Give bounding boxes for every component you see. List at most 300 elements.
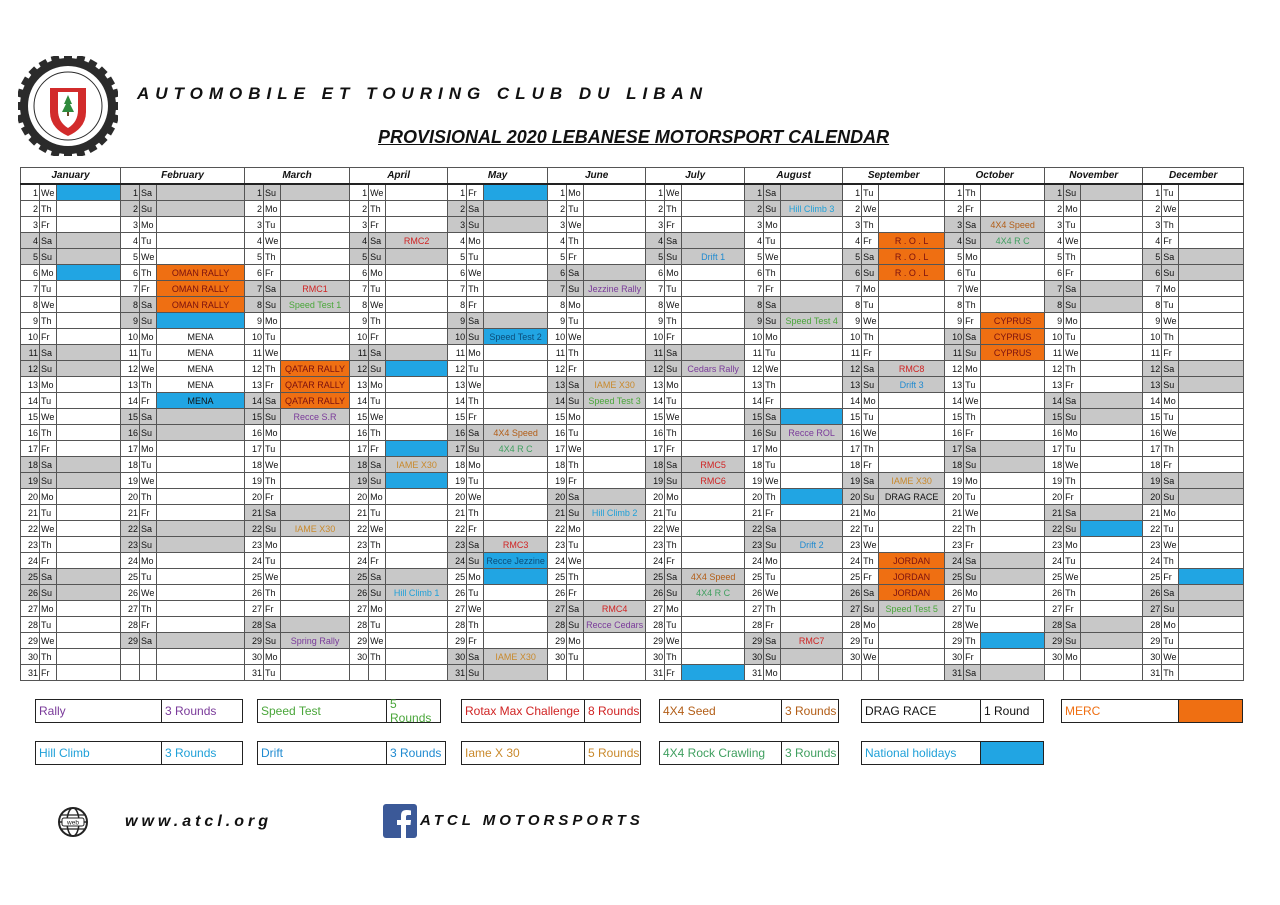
legend-item-drift xyxy=(257,741,446,765)
day-weekday: Th xyxy=(40,425,57,441)
day-event xyxy=(781,489,843,505)
day-weekday: Th xyxy=(467,393,484,409)
day-weekday: Sa xyxy=(764,184,781,201)
day-number: 26 xyxy=(1045,585,1064,601)
day-event xyxy=(386,393,448,409)
day-number: 12 xyxy=(350,361,369,377)
day-number: 29 xyxy=(21,633,40,649)
day-number: 23 xyxy=(745,537,764,553)
legend-name: Hill Climb xyxy=(36,742,162,764)
day-number: 19 xyxy=(646,473,665,489)
legend-rounds: 3 Rounds xyxy=(785,746,837,760)
day-number: 2 xyxy=(448,201,467,217)
day-event xyxy=(57,377,121,393)
day-weekday: Sa xyxy=(369,233,386,249)
legend-name: Rally xyxy=(36,700,162,722)
day-weekday: Fr xyxy=(764,505,781,521)
day-number: 22 xyxy=(245,521,264,537)
day-number: 2 xyxy=(745,201,764,217)
day-event xyxy=(484,265,548,281)
day-number: 30 xyxy=(945,649,964,665)
day-number: 21 xyxy=(843,505,862,521)
day-event xyxy=(1179,217,1244,233)
event-rotax: RMC2 xyxy=(386,233,448,249)
day-number: 4 xyxy=(745,233,764,249)
day-event xyxy=(157,633,245,649)
day-number: 20 xyxy=(245,489,264,505)
day-event xyxy=(781,297,843,313)
day-number: 14 xyxy=(548,393,567,409)
day-event xyxy=(781,345,843,361)
day-number: 12 xyxy=(1045,361,1064,377)
day-number: 23 xyxy=(548,537,567,553)
day-weekday: Tu xyxy=(369,505,386,521)
calendar-row xyxy=(21,649,1244,665)
day-event xyxy=(484,409,548,425)
event-drift: Drift 3 xyxy=(879,377,945,393)
day-weekday: Fr xyxy=(369,217,386,233)
day-number: 13 xyxy=(843,377,862,393)
day-number: 10 xyxy=(448,329,467,345)
day-number: 11 xyxy=(21,345,40,361)
day-weekday: Fr xyxy=(1064,265,1081,281)
day-number: 24 xyxy=(121,553,140,569)
day-event xyxy=(682,184,745,201)
day-number: 25 xyxy=(548,569,567,585)
event-merc: QATAR RALLY xyxy=(281,361,350,377)
day-event xyxy=(157,617,245,633)
day-event xyxy=(1081,425,1143,441)
day-weekday: Fr xyxy=(1162,345,1179,361)
day-event xyxy=(57,184,121,201)
day-event xyxy=(57,297,121,313)
day-weekday: We xyxy=(1162,201,1179,217)
day-number: 1 xyxy=(1143,184,1162,201)
day-event xyxy=(981,361,1045,377)
calendar-row xyxy=(21,201,1244,217)
day-weekday: Sa xyxy=(369,457,386,473)
event-seed: 4X4 Speed xyxy=(682,569,745,585)
day-weekday: Mo xyxy=(264,537,281,553)
day-weekday: Sa xyxy=(764,633,781,649)
day-weekday: Mo xyxy=(1064,537,1081,553)
day-number: 21 xyxy=(350,505,369,521)
day-weekday: Th xyxy=(567,569,584,585)
day-number: 14 xyxy=(1045,393,1064,409)
event-iame: IAME X30 xyxy=(584,377,646,393)
day-weekday: We xyxy=(764,473,781,489)
day-event xyxy=(386,297,448,313)
day-number: 13 xyxy=(548,377,567,393)
day-event xyxy=(386,601,448,617)
day-event xyxy=(281,489,350,505)
event-rally: Recce Cedars xyxy=(584,617,646,633)
day-number: 18 xyxy=(350,457,369,473)
day-event xyxy=(584,521,646,537)
event-black: MENA xyxy=(157,345,245,361)
day-weekday xyxy=(567,665,584,681)
day-event xyxy=(57,329,121,345)
day-weekday: Mo xyxy=(264,649,281,665)
day-event xyxy=(1081,569,1143,585)
day-weekday: Mo xyxy=(140,553,157,569)
day-event xyxy=(1081,457,1143,473)
day-event xyxy=(981,184,1045,201)
day-number: 5 xyxy=(843,249,862,265)
day-event xyxy=(484,313,548,329)
day-weekday: We xyxy=(665,521,682,537)
day-weekday: Sa xyxy=(665,345,682,361)
day-number: 4 xyxy=(448,233,467,249)
day-event xyxy=(1081,184,1143,201)
day-number: 20 xyxy=(548,489,567,505)
day-number: 12 xyxy=(21,361,40,377)
day-weekday: Tu xyxy=(264,441,281,457)
day-event xyxy=(981,201,1045,217)
day-event xyxy=(157,184,245,201)
day-weekday: Su xyxy=(264,633,281,649)
day-event xyxy=(584,217,646,233)
calendar-row xyxy=(21,521,1244,537)
event-merc: CYPRUS xyxy=(981,329,1045,345)
legend-name: DRAG RACE xyxy=(862,700,981,722)
day-number: 20 xyxy=(1143,489,1162,505)
day-event xyxy=(879,649,945,665)
day-weekday: Th xyxy=(665,201,682,217)
day-weekday: Th xyxy=(369,425,386,441)
day-event xyxy=(584,201,646,217)
day-event xyxy=(981,633,1045,649)
day-weekday: Tu xyxy=(264,665,281,681)
day-number: 10 xyxy=(945,329,964,345)
day-weekday: Th xyxy=(964,184,981,201)
day-weekday: Mo xyxy=(1064,313,1081,329)
day-weekday: Su xyxy=(1064,184,1081,201)
day-weekday: Su xyxy=(964,233,981,249)
legend-item-4x4-seed xyxy=(659,699,839,723)
day-weekday: Mo xyxy=(567,633,584,649)
day-number: 6 xyxy=(448,265,467,281)
day-number xyxy=(121,649,140,665)
day-number: 7 xyxy=(21,281,40,297)
day-number: 6 xyxy=(1045,265,1064,281)
day-weekday: Sa xyxy=(964,441,981,457)
day-weekday: We xyxy=(40,297,57,313)
day-weekday: Mo xyxy=(369,265,386,281)
day-number: 10 xyxy=(646,329,665,345)
day-weekday: Su xyxy=(467,665,484,681)
day-weekday: Fr xyxy=(567,361,584,377)
day-weekday: Mo xyxy=(140,441,157,457)
day-event xyxy=(484,521,548,537)
day-weekday: Tu xyxy=(764,233,781,249)
day-event xyxy=(281,457,350,473)
event-rotax: RMC5 xyxy=(682,457,745,473)
day-number: 11 xyxy=(448,345,467,361)
day-weekday: We xyxy=(862,425,879,441)
day-number: 30 xyxy=(646,649,665,665)
day-event xyxy=(981,281,1045,297)
day-weekday: Th xyxy=(1162,329,1179,345)
day-event xyxy=(981,617,1045,633)
day-event xyxy=(386,361,448,377)
day-weekday: Fr xyxy=(467,409,484,425)
day-number: 23 xyxy=(350,537,369,553)
event-seed: 4X4 Speed xyxy=(981,217,1045,233)
event-rotax: RMC1 xyxy=(281,281,350,297)
day-weekday: Tu xyxy=(665,281,682,297)
day-event xyxy=(682,489,745,505)
day-event xyxy=(1081,521,1143,537)
day-event xyxy=(1081,233,1143,249)
day-event xyxy=(781,184,843,201)
day-number: 23 xyxy=(21,537,40,553)
day-number: 18 xyxy=(646,457,665,473)
day-number: 14 xyxy=(646,393,665,409)
day-event xyxy=(484,601,548,617)
day-weekday: We xyxy=(369,184,386,201)
day-event xyxy=(879,393,945,409)
day-weekday: Fr xyxy=(1162,233,1179,249)
day-number: 25 xyxy=(945,569,964,585)
day-number: 4 xyxy=(843,233,862,249)
globe-web-icon[interactable] xyxy=(57,806,89,838)
day-number: 12 xyxy=(121,361,140,377)
day-weekday: We xyxy=(369,633,386,649)
day-weekday: Th xyxy=(1162,553,1179,569)
day-event xyxy=(57,393,121,409)
day-weekday: Sa xyxy=(567,601,584,617)
day-number: 21 xyxy=(945,505,964,521)
day-weekday: Su xyxy=(40,249,57,265)
day-event xyxy=(157,233,245,249)
day-number: 16 xyxy=(745,425,764,441)
day-weekday: Fr xyxy=(140,393,157,409)
day-number: 28 xyxy=(350,617,369,633)
day-number: 10 xyxy=(1143,329,1162,345)
day-weekday: Fr xyxy=(665,553,682,569)
day-weekday: Th xyxy=(467,281,484,297)
day-weekday: Sa xyxy=(264,393,281,409)
day-weekday: Sa xyxy=(567,377,584,393)
month-header-november: November xyxy=(1045,168,1143,185)
day-number: 30 xyxy=(245,649,264,665)
day-event xyxy=(281,233,350,249)
day-event xyxy=(781,441,843,457)
legend-item-speed-test xyxy=(257,699,441,723)
day-number: 7 xyxy=(1143,281,1162,297)
day-number: 22 xyxy=(121,521,140,537)
legend-name: Iame X 30 xyxy=(462,742,585,764)
legend-rounds: 5 Rounds xyxy=(390,697,432,725)
day-weekday: Su xyxy=(764,313,781,329)
day-weekday: We xyxy=(665,633,682,649)
day-event xyxy=(879,281,945,297)
day-number: 16 xyxy=(945,425,964,441)
day-number: 3 xyxy=(350,217,369,233)
day-weekday: Mo xyxy=(665,377,682,393)
event-black: MENA xyxy=(157,361,245,377)
day-event xyxy=(157,473,245,489)
day-number: 28 xyxy=(21,617,40,633)
day-weekday: We xyxy=(264,569,281,585)
day-weekday: Sa xyxy=(764,297,781,313)
day-weekday: Fr xyxy=(665,217,682,233)
legend-item-hill-climb xyxy=(35,741,243,765)
event-speed: Speed Test 2 xyxy=(484,329,548,345)
day-event xyxy=(157,601,245,617)
facebook-page-link[interactable]: ATCL MOTORSPORTS xyxy=(420,812,644,829)
day-event xyxy=(1179,233,1244,249)
day-event xyxy=(484,377,548,393)
day-event xyxy=(57,473,121,489)
day-event xyxy=(484,457,548,473)
day-weekday: Sa xyxy=(1064,281,1081,297)
day-number: 1 xyxy=(646,184,665,201)
day-number: 27 xyxy=(646,601,665,617)
day-number: 24 xyxy=(1045,553,1064,569)
day-number: 5 xyxy=(1045,249,1064,265)
day-weekday: Fr xyxy=(140,617,157,633)
legend-name: 4X4 Rock Crawling xyxy=(660,742,782,764)
day-number: 23 xyxy=(843,537,862,553)
day-weekday: Th xyxy=(369,201,386,217)
day-weekday: Mo xyxy=(1162,617,1179,633)
event-rock: 4X4 R C xyxy=(484,441,548,457)
day-weekday: Fr xyxy=(764,281,781,297)
day-event xyxy=(781,665,843,681)
day-number: 16 xyxy=(21,425,40,441)
day-event xyxy=(1081,601,1143,617)
day-weekday: We xyxy=(964,617,981,633)
day-event xyxy=(57,345,121,361)
day-event xyxy=(682,505,745,521)
day-event xyxy=(781,505,843,521)
calendar-row xyxy=(21,633,1244,649)
event-rock: 4X4 R C xyxy=(682,585,745,601)
day-weekday: Su xyxy=(40,473,57,489)
day-number: 13 xyxy=(1045,377,1064,393)
day-event xyxy=(1179,297,1244,313)
logo-gear-tooth xyxy=(64,150,72,156)
day-event xyxy=(1081,393,1143,409)
day-event xyxy=(386,217,448,233)
day-number xyxy=(548,665,567,681)
day-event xyxy=(682,537,745,553)
day-event xyxy=(281,265,350,281)
day-weekday: We xyxy=(665,297,682,313)
day-weekday: Tu xyxy=(40,617,57,633)
day-weekday: Su xyxy=(764,649,781,665)
day-number: 3 xyxy=(843,217,862,233)
day-event xyxy=(879,633,945,649)
day-event xyxy=(1081,313,1143,329)
day-event xyxy=(57,201,121,217)
day-weekday: Sa xyxy=(964,329,981,345)
month-header-october: October xyxy=(945,168,1045,185)
day-event xyxy=(879,217,945,233)
day-number: 1 xyxy=(350,184,369,201)
day-weekday: Su xyxy=(467,217,484,233)
event-iame: IAME X30 xyxy=(281,521,350,537)
day-number: 20 xyxy=(945,489,964,505)
day-number: 9 xyxy=(646,313,665,329)
day-weekday: Sa xyxy=(1064,393,1081,409)
day-number: 1 xyxy=(945,184,964,201)
day-weekday: Sa xyxy=(1162,361,1179,377)
day-weekday: Tu xyxy=(369,393,386,409)
day-weekday: Su xyxy=(1064,297,1081,313)
day-number: 10 xyxy=(745,329,764,345)
day-event xyxy=(484,201,548,217)
day-number: 18 xyxy=(745,457,764,473)
day-number: 24 xyxy=(945,553,964,569)
day-event xyxy=(281,217,350,233)
day-number: 20 xyxy=(745,489,764,505)
website-link[interactable]: www.atcl.org xyxy=(125,813,272,830)
day-weekday: Th xyxy=(567,457,584,473)
day-event xyxy=(484,297,548,313)
event-merc: QATAR RALLY xyxy=(281,377,350,393)
day-weekday: Fr xyxy=(264,265,281,281)
day-event xyxy=(781,569,843,585)
day-number: 26 xyxy=(448,585,467,601)
calendar-row xyxy=(21,281,1244,297)
day-number: 6 xyxy=(245,265,264,281)
day-weekday: We xyxy=(1162,425,1179,441)
legend-rounds: 3 Rounds xyxy=(785,704,837,718)
day-weekday: Tu xyxy=(1064,441,1081,457)
day-event xyxy=(57,553,121,569)
event-merc: OMAN RALLY xyxy=(157,297,245,313)
day-number: 22 xyxy=(350,521,369,537)
calendar-row xyxy=(21,601,1244,617)
day-weekday: Mo xyxy=(264,313,281,329)
day-weekday: Mo xyxy=(862,393,879,409)
day-number: 26 xyxy=(21,585,40,601)
facebook-icon[interactable] xyxy=(383,804,417,838)
day-number: 25 xyxy=(1143,569,1162,585)
day-number: 27 xyxy=(21,601,40,617)
day-number: 9 xyxy=(945,313,964,329)
day-number: 29 xyxy=(1045,633,1064,649)
day-weekday: Mo xyxy=(369,377,386,393)
day-weekday: Tu xyxy=(567,425,584,441)
calendar-row xyxy=(21,617,1244,633)
day-weekday: Fr xyxy=(567,249,584,265)
day-number: 15 xyxy=(245,409,264,425)
day-event xyxy=(781,649,843,665)
day-weekday: Th xyxy=(764,601,781,617)
legend-item-merc xyxy=(1061,699,1243,723)
day-weekday: Tu xyxy=(567,201,584,217)
calendar-row xyxy=(21,505,1244,521)
day-weekday: Th xyxy=(40,201,57,217)
day-event xyxy=(1179,633,1244,649)
day-number: 23 xyxy=(1143,537,1162,553)
day-event xyxy=(981,393,1045,409)
day-number: 8 xyxy=(945,297,964,313)
day-event xyxy=(1179,409,1244,425)
day-number: 11 xyxy=(1045,345,1064,361)
day-weekday: Fr xyxy=(665,665,682,681)
day-weekday: Mo xyxy=(140,217,157,233)
day-weekday: Mo xyxy=(40,265,57,281)
day-event xyxy=(1179,473,1244,489)
day-weekday: Tu xyxy=(140,233,157,249)
day-event xyxy=(981,569,1045,585)
day-event xyxy=(1179,569,1244,585)
